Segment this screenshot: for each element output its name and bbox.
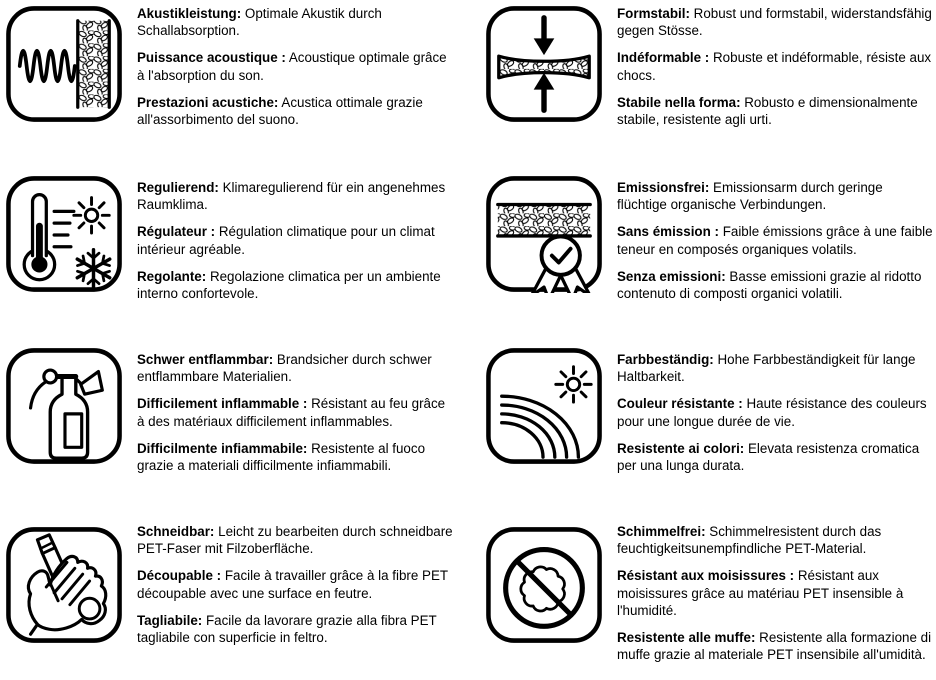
- feature-text-fr: Régulateur : Régulation climatique pour un climat intérieur agréable.: [137, 224, 435, 257]
- feature-texts: [123, 0, 455, 138]
- feature-text-fr: Résistant aux moisissures : Résistant aux moisissures grâce au matériau PET insensible à l'humidité.: [617, 568, 904, 618]
- feature-mold-resistance: [468, 510, 936, 680]
- feature-fire-resistance: [0, 340, 468, 510]
- feature-texts: [123, 170, 455, 312]
- feature-text-de: Schneidbar: Leicht zu bearbeiten durch schneidbare PET-Faser mit Filzoberfläche.: [137, 524, 453, 557]
- feature-text-fr: Indéformable : Robuste et indéformable, résiste aux chocs.: [617, 50, 932, 83]
- feature-cuttable: [0, 510, 468, 680]
- certified-material-icon: [485, 175, 603, 293]
- feature-texts: [603, 340, 935, 484]
- feature-text-de: Schimmelfrei: Schimmelresistent durch das feuchtigkeitsunempfindliche PET-Material.: [617, 524, 882, 557]
- feature-text-fr: Puissance acoustique : Acoustique optimale grâce à l'absorption du son.: [137, 50, 447, 83]
- feature-text-it: Tagliabile: Facile da lavorare grazie alla fibra PET tagliabile con superficie in feltro.: [137, 612, 437, 646]
- no-mold-icon: [485, 526, 603, 644]
- feature-text-de: Schwer entflammbar: Brandsicher durch schwer entflammbare Materialien.: [137, 352, 432, 385]
- feature-text-it: Senza emissioni: Basse emissioni grazie al ridotto contenuto di composti organici volatili.: [617, 268, 922, 302]
- feature-shape-stability: [468, 0, 936, 170]
- feature-text-de: Farbbeständig: Hohe Farbbeständigkeit für lange Haltbarkeit.: [617, 352, 916, 385]
- feature-text-fr: Difficilement inflammable : Résistant au feu grâce à des matériaux difficilement inflammables.: [137, 396, 446, 429]
- feature-text-it: Resistente alle muffe: Resistente alla formazione di muffe grazie al materiale PET insensibile all'umidità.: [617, 630, 932, 663]
- feature-text-it: Stabile nella forma: Robusto e dimensionalmente stabile, resistente agli urti.: [617, 94, 918, 128]
- feature-text-de: Akustikleistung: Optimale Akustik durch Schallabsorption.: [137, 6, 382, 39]
- feature-texts: [603, 510, 935, 673]
- rainbow-sun-icon: [485, 347, 603, 465]
- feature-text-de: Emissionsfrei: Emissionsarm durch geringe flüchtige organische Verbindungen.: [617, 180, 883, 213]
- compression-resistance-icon: [485, 5, 603, 123]
- feature-text-de: Regulierend: Klimaregulierend für ein angenehmes Raumklima.: [137, 180, 446, 213]
- feature-low-emission: [468, 170, 936, 340]
- fire-extinguisher-icon: [5, 347, 123, 465]
- feature-text-fr: Découpable : Facile à travailler grâce à la fibre PET découpable avec une surface en feutre.: [137, 568, 448, 601]
- feature-text-it: Resistente ai colori: Elevata resistenza cromatica per una lunga durata.: [617, 440, 920, 474]
- hand-cutter-icon: [5, 526, 123, 644]
- feature-texts: [603, 170, 935, 312]
- feature-text-it: Prestazioni acustiche: Acustica ottimale grazie all'assorbimento del suono.: [137, 94, 423, 128]
- feature-text-fr: Couleur résistante : Haute résistance des couleurs pour une longue durée de vie.: [617, 396, 927, 429]
- sound-absorption-icon: [5, 5, 123, 123]
- feature-color-fastness: [468, 340, 936, 510]
- feature-text-it: Regolante: Regolazione climatica per un ambiente interno confortevole.: [137, 268, 441, 302]
- feature-text-de: Formstabil: Robust und formstabil, widerstandsfähig gegen Stösse.: [617, 6, 932, 39]
- feature-texts: [123, 340, 455, 484]
- thermometer-sun-snowflake-icon: [5, 175, 123, 293]
- feature-texts: [603, 0, 935, 138]
- feature-climate-regulation: [0, 170, 468, 340]
- feature-text-it: Difficilmente infiammabile: Resistente al fuoco grazie a materiali difficilmente infiammabili.: [137, 440, 426, 474]
- feature-texts: [123, 510, 455, 656]
- feature-text-fr: Sans émission : Faible émissions grâce à une faible teneur en composés organiques volatils.: [617, 224, 933, 257]
- feature-acoustic-performance: [0, 0, 468, 170]
